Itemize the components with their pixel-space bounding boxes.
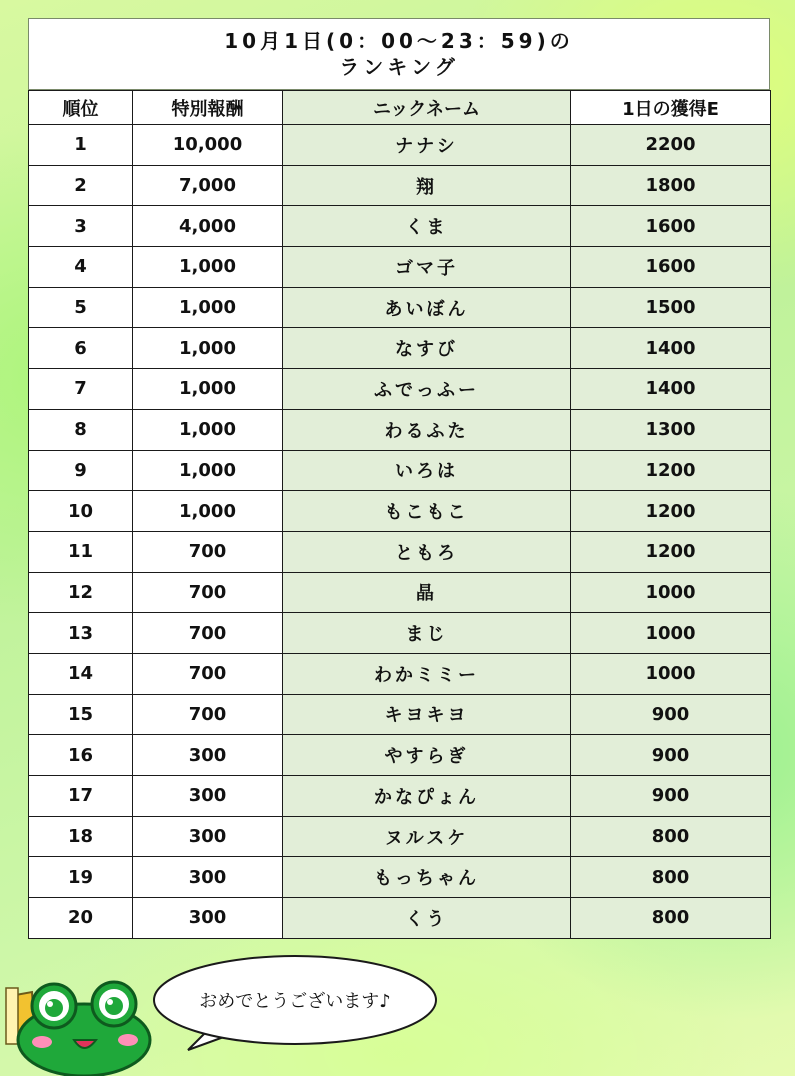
rank-cell: 16: [29, 735, 133, 776]
reward-cell: 700: [133, 531, 283, 572]
table-row: [29, 531, 771, 572]
nickname-cell: やすらぎ: [283, 735, 571, 776]
rank-cell: 20: [29, 898, 133, 939]
nickname-cell: ゴマ子: [283, 247, 571, 288]
nickname-cell: ナナシ: [283, 125, 571, 166]
table-row: [29, 206, 771, 247]
rank-cell: 12: [29, 572, 133, 613]
nickname-cell: あいぼん: [283, 287, 571, 328]
table-row: [29, 857, 771, 898]
earned-cell: 800: [571, 898, 771, 939]
reward-cell: 1,000: [133, 328, 283, 369]
ranking-table: [28, 90, 771, 939]
reward-cell: 4,000: [133, 206, 283, 247]
nickname-cell: ヌルスケ: [283, 816, 571, 857]
reward-cell: 1,000: [133, 450, 283, 491]
nickname-cell: なすび: [283, 328, 571, 369]
table-row: [29, 450, 771, 491]
table-row: [29, 369, 771, 410]
header-nickname: ニックネーム: [283, 91, 571, 125]
nickname-cell: キヨキヨ: [283, 694, 571, 735]
rank-cell: 3: [29, 206, 133, 247]
reward-cell: 300: [133, 898, 283, 939]
nickname-cell: ともろ: [283, 531, 571, 572]
reward-cell: 700: [133, 653, 283, 694]
earned-cell: 2200: [571, 125, 771, 166]
header-reward: 特別報酬: [133, 91, 283, 125]
earned-cell: 1200: [571, 491, 771, 532]
table-header-row: [29, 91, 771, 125]
earned-cell: 1500: [571, 287, 771, 328]
table-row: [29, 735, 771, 776]
nickname-cell: かなぴょん: [283, 776, 571, 817]
ranking-title-line1: 10月1日(0：00〜23：59)の: [224, 29, 574, 53]
reward-cell: 700: [133, 572, 283, 613]
earned-cell: 1400: [571, 328, 771, 369]
rank-cell: 13: [29, 613, 133, 654]
table-row: [29, 125, 771, 166]
earned-cell: 800: [571, 816, 771, 857]
nickname-cell: まじ: [283, 613, 571, 654]
rank-cell: 2: [29, 165, 133, 206]
header-rank: 順位: [29, 91, 133, 125]
table-row: [29, 287, 771, 328]
table-row: [29, 776, 771, 817]
rank-cell: 17: [29, 776, 133, 817]
congratulations-text: おめでとうございます♪: [199, 991, 391, 1012]
nickname-cell: わかミミー: [283, 653, 571, 694]
frog-mascot-icon: [4, 978, 154, 1076]
nickname-cell: わるふた: [283, 409, 571, 450]
earned-cell: 900: [571, 776, 771, 817]
rank-cell: 5: [29, 287, 133, 328]
table-row: [29, 491, 771, 532]
reward-cell: 700: [133, 694, 283, 735]
earned-cell: 900: [571, 694, 771, 735]
ranking-title-line2: ランキング: [339, 55, 459, 79]
rank-cell: 6: [29, 328, 133, 369]
rank-cell: 10: [29, 491, 133, 532]
reward-cell: 1,000: [133, 247, 283, 288]
ranking-title-box: [28, 18, 770, 90]
header-daily-earned: 1日の獲得E: [571, 91, 771, 125]
table-row: [29, 247, 771, 288]
nickname-cell: 晶: [283, 572, 571, 613]
earned-cell: 1200: [571, 450, 771, 491]
reward-cell: 1,000: [133, 369, 283, 410]
reward-cell: 300: [133, 816, 283, 857]
earned-cell: 1000: [571, 572, 771, 613]
earned-cell: 1000: [571, 653, 771, 694]
table-row: [29, 613, 771, 654]
nickname-cell: いろは: [283, 450, 571, 491]
rank-cell: 14: [29, 653, 133, 694]
table-row: [29, 694, 771, 735]
rank-cell: 4: [29, 247, 133, 288]
nickname-cell: ふでっふー: [283, 369, 571, 410]
earned-cell: 1800: [571, 165, 771, 206]
nickname-cell: くま: [283, 206, 571, 247]
rank-cell: 1: [29, 125, 133, 166]
nickname-cell: 翔: [283, 165, 571, 206]
earned-cell: 1400: [571, 369, 771, 410]
reward-cell: 1,000: [133, 287, 283, 328]
reward-cell: 700: [133, 613, 283, 654]
reward-cell: 300: [133, 776, 283, 817]
rank-cell: 9: [29, 450, 133, 491]
reward-cell: 1,000: [133, 491, 283, 532]
earned-cell: 900: [571, 735, 771, 776]
table-row: [29, 165, 771, 206]
earned-cell: 1600: [571, 206, 771, 247]
rank-cell: 7: [29, 369, 133, 410]
nickname-cell: くう: [283, 898, 571, 939]
rank-cell: 8: [29, 409, 133, 450]
reward-cell: 300: [133, 735, 283, 776]
rank-cell: 11: [29, 531, 133, 572]
reward-cell: 10,000: [133, 125, 283, 166]
earned-cell: 1300: [571, 409, 771, 450]
nickname-cell: もこもこ: [283, 491, 571, 532]
table-row: [29, 653, 771, 694]
earned-cell: 1600: [571, 247, 771, 288]
reward-cell: 1,000: [133, 409, 283, 450]
reward-cell: 7,000: [133, 165, 283, 206]
nickname-cell: もっちゃん: [283, 857, 571, 898]
table-row: [29, 328, 771, 369]
table-row: [29, 898, 771, 939]
table-row: [29, 572, 771, 613]
earned-cell: 1000: [571, 613, 771, 654]
ranking-table-body: [29, 125, 771, 939]
table-row: [29, 816, 771, 857]
earned-cell: 1200: [571, 531, 771, 572]
table-row: [29, 409, 771, 450]
reward-cell: 300: [133, 857, 283, 898]
rank-cell: 15: [29, 694, 133, 735]
rank-cell: 19: [29, 857, 133, 898]
rank-cell: 18: [29, 816, 133, 857]
earned-cell: 800: [571, 857, 771, 898]
